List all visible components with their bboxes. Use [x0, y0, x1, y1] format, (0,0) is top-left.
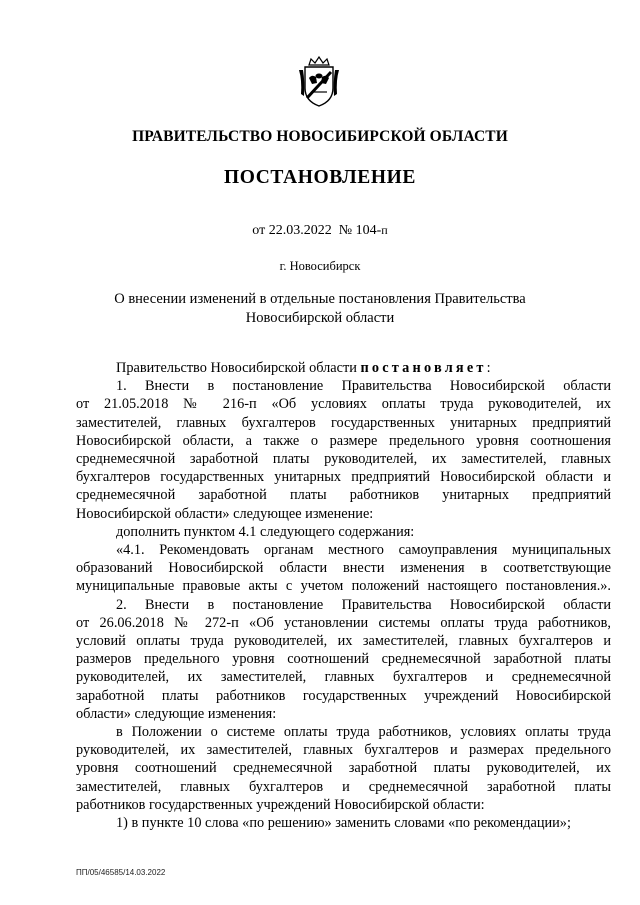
text-line: среднемесячной заработной платы работников унитарных предприятий: [76, 487, 611, 504]
document-subject: [90, 290, 550, 328]
paragraph-line: [76, 741, 611, 759]
text-line: от 21.05.2018 № 216-п «Об условиях оплаты труда руководителей, их: [76, 396, 611, 413]
resolves-word: постановляет: [360, 360, 487, 376]
paragraph-line: [76, 450, 611, 468]
resolution-intro: [76, 359, 611, 377]
paragraph-line: [76, 705, 611, 723]
text-line: области» следующие изменения:: [76, 705, 277, 722]
paragraph-line: [76, 650, 611, 668]
document-date: от 22.03.2022: [252, 223, 332, 238]
text-line: в Положении о системе оплаты труда работников, условиях оплаты труда: [116, 724, 611, 741]
text-line: заместителей, главных бухгалтеров государственных унитарных предприятий: [76, 414, 611, 431]
text-line: 2. Внести в постановление Правительства Новосибирской области: [116, 596, 611, 613]
paragraph-line: [76, 614, 611, 632]
paragraph-line: [76, 505, 611, 523]
text-line: уровня соотношений среднемесячной заработной платы руководителей, их: [76, 760, 611, 777]
subject-line: Новосибирской области: [245, 310, 395, 326]
paragraph-line: [76, 796, 611, 814]
text-line: руководителей, их заместителей, главных бухгалтеров и размерах предельного: [76, 742, 611, 759]
paragraph-line: [76, 668, 611, 686]
document-number: № 104-: [338, 223, 382, 238]
paragraph-line: [76, 414, 611, 432]
text-line: работников государственных учреждений Новосибирской области:: [76, 796, 485, 813]
subject-line: О внесении изменений в отдельные постановления Правительства: [114, 291, 526, 307]
paragraph-line: [76, 577, 611, 595]
paragraph-line: [76, 632, 611, 650]
text-line: руководителей, их заместителей, главных бухгалтеров и среднемесячной: [76, 669, 611, 686]
text-line: заместителей, главных бухгалтеров и среднемесячной заработной платы: [76, 778, 611, 795]
government-title: ПРАВИТЕЛЬСТВО НОВОСИБИРСКОЙ ОБЛАСТИ: [132, 128, 508, 145]
paragraph-item-1: [76, 377, 611, 395]
paragraph-line: [76, 759, 611, 777]
text-line: 1. Внести в постановление Правительства Новосибирской области: [116, 378, 611, 395]
text-line: образований Новосибирской области внести изменения в соответствующие: [76, 560, 611, 577]
paragraph-regulation: [76, 723, 611, 741]
text-line: заработной платы работников государственных учреждений Новосибирской: [76, 687, 611, 704]
date-number-line: [0, 223, 640, 239]
city-line: г. Новосибирск: [279, 259, 361, 273]
footer-document-code: ПП/05/46585/14.03.2022: [76, 868, 166, 877]
text-line: муниципальные правовые акты с учетом положений настоящего постановления.».: [76, 578, 611, 595]
document-type-title: ПОСТАНОВЛЕНИЕ: [223, 167, 417, 188]
text-line: от 26.06.2018 № 272-п «Об установлении системы оплаты труда работников,: [76, 614, 611, 631]
paragraph-line: [76, 486, 611, 504]
paragraph-item-2: [76, 596, 611, 614]
text-line: размеров предельного уровня соотношений среднемесячной заработной платы: [76, 651, 611, 668]
paragraph-addition: [76, 523, 611, 541]
text-line: бухгалтеров государственных унитарных предприятий Новосибирской области и: [76, 469, 611, 486]
text-line: 1) в пункте 10 слова «по решению» заменить словами «по рекомендации»;: [116, 815, 571, 832]
intro-colon: :: [486, 360, 491, 376]
paragraph-line: [76, 778, 611, 796]
paragraph-quote: [76, 541, 611, 559]
coat-of-arms-icon: [298, 56, 340, 108]
document-number-suffix: п: [381, 223, 388, 237]
paragraph-subitem-1: [76, 814, 611, 832]
paragraph-line: [76, 432, 611, 450]
text-line: «4.1. Рекомендовать органам местного самоуправления муниципальных: [116, 542, 611, 559]
text-line: Новосибирской области» следующее изменение:: [76, 505, 374, 522]
document-body: [76, 359, 611, 832]
paragraph-line: [76, 395, 611, 413]
paragraph-line: [76, 687, 611, 705]
text-line: дополнить пунктом 4.1 следующего содержания:: [116, 523, 415, 540]
text-line: условий оплаты труда руководителей, их заместителей, главных бухгалтеров и: [76, 633, 611, 650]
paragraph-line: [76, 559, 611, 577]
text-line: среднемесячной заработной платы руководителей, их заместителей, главных: [76, 451, 611, 468]
text-line: Новосибирской области, а также о размере предельного уровня соотношения: [76, 432, 611, 449]
paragraph-line: [76, 468, 611, 486]
intro-text: Правительство Новосибирской области: [116, 360, 361, 376]
